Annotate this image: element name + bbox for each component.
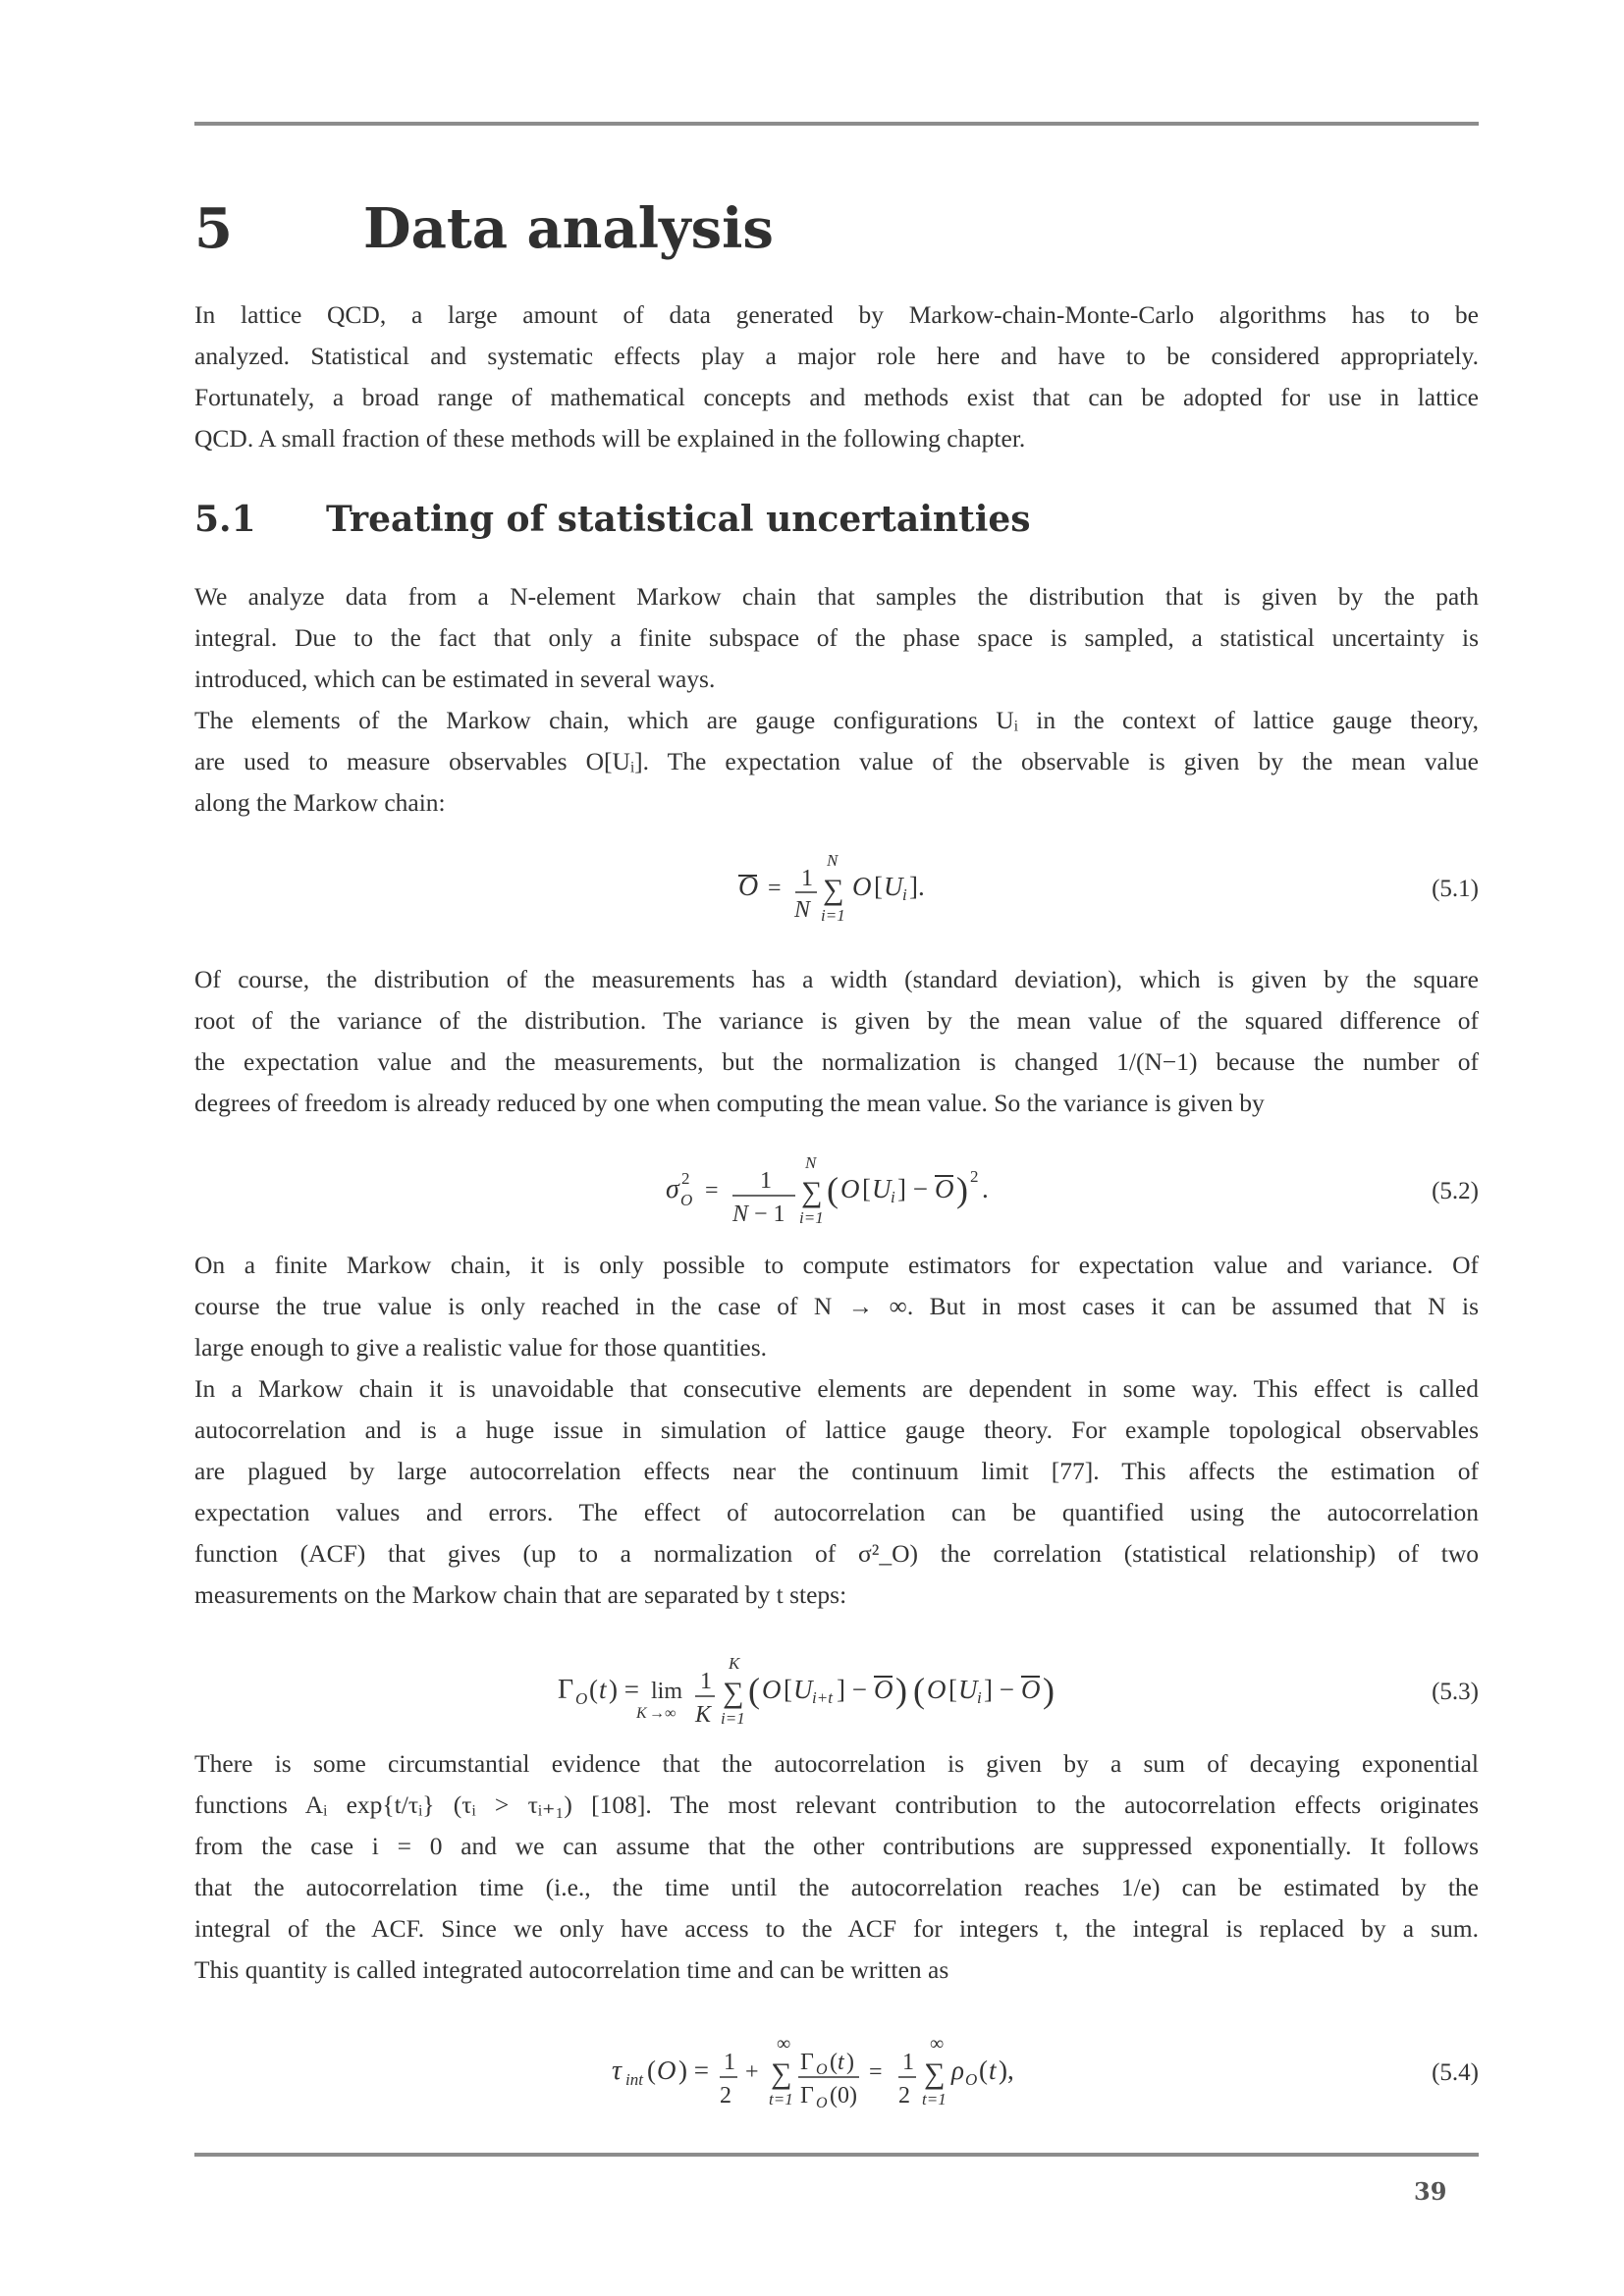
text-line: This quantity is called integrated autocorrelation time and can be written as	[194, 1955, 949, 1984]
svg-text:t: t	[838, 2050, 844, 2075]
svg-text:lim: lim	[651, 1679, 683, 1704]
svg-text:τ: τ	[612, 2056, 623, 2086]
svg-text:1: 1	[724, 2050, 735, 2075]
text-line: Of course, the distribution of the measurements has a width (standard deviation), which is given by the square	[194, 965, 1479, 993]
equation-5-4-formula	[612, 2028, 1299, 2110]
equation-label: (5.4)	[1432, 2059, 1479, 2086]
chapter-heading	[194, 196, 774, 261]
equation-5-1-formula	[725, 846, 1137, 925]
text-line: introduced, which can be estimated in several ways.	[194, 665, 716, 693]
svg-text:i=1: i=1	[799, 1208, 824, 1227]
svg-text:∞: ∞	[777, 2033, 791, 2055]
svg-text:(: (	[748, 1671, 760, 1710]
equation-label: (5.1)	[1432, 876, 1479, 902]
svg-text:ρ: ρ	[951, 2056, 964, 2085]
svg-text:1: 1	[801, 866, 813, 891]
svg-text:Γ: Γ	[800, 2050, 814, 2075]
svg-text:[: [	[862, 1174, 871, 1203]
svg-text:] −: ] −	[984, 1675, 1014, 1704]
text-line: We analyze data from a N-element Markow chain that samples the distribution that is given by the path	[194, 582, 1479, 611]
svg-text:t=1: t=1	[922, 2090, 947, 2109]
svg-text:O: O	[965, 2070, 978, 2089]
text-line: are plagued by large autocorrelation effects near the continuum limit [77]. This affects the estimation of	[194, 1457, 1479, 1485]
svg-text:i: i	[977, 1688, 982, 1707]
section-title: Treating of statistical uncertainties	[326, 499, 1031, 540]
svg-text:O: O	[762, 1675, 782, 1704]
text-line: The elements of the Markow chain, which are gauge configurations Uᵢ in the context of lattice gauge theory,	[194, 706, 1479, 734]
svg-text:): )	[956, 1170, 968, 1209]
svg-text:O: O	[575, 1689, 588, 1708]
paragraph-3	[194, 1245, 1479, 1616]
svg-text:(: (	[647, 2056, 656, 2085]
svg-text:N: N	[794, 897, 811, 923]
equation-5-3	[194, 1647, 1479, 1730]
page-number: 39	[1414, 2177, 1447, 2206]
text-line: QCD. A small fraction of these methods will be explained in the following chapter.	[194, 424, 1026, 453]
svg-text:∑: ∑	[801, 1176, 823, 1208]
svg-text:O: O	[1021, 1675, 1041, 1704]
svg-text:O: O	[840, 1174, 860, 1203]
svg-text:O: O	[657, 2056, 677, 2085]
chapter-number: 5	[194, 196, 233, 261]
svg-text:t: t	[599, 1675, 607, 1704]
svg-text:O: O	[935, 1174, 954, 1203]
svg-text:∑: ∑	[823, 874, 844, 906]
svg-text:σ: σ	[666, 1174, 679, 1204]
text-line: large enough to give a realistic value for those quantities.	[194, 1333, 768, 1362]
svg-text:] −: ] −	[837, 1675, 867, 1704]
svg-text:) =: ) =	[678, 2056, 709, 2085]
svg-text:Γ: Γ	[800, 2083, 814, 2109]
svg-text:),: ),	[999, 2056, 1014, 2085]
header-rule	[194, 122, 1479, 126]
svg-text:K: K	[636, 1705, 647, 1722]
text-line: degrees of freedom is already reduced by one when computing the mean value. So the variance is given by	[194, 1089, 1265, 1117]
svg-text:(0): (0)	[830, 2083, 857, 2109]
svg-text:): )	[846, 2050, 854, 2075]
svg-text:): )	[895, 1671, 907, 1710]
text-line: In a Markow chain it is unavoidable that consecutive elements are dependent in some way. This effect is called	[194, 1374, 1479, 1403]
footer-rule	[194, 2153, 1479, 2157]
svg-text:[: [	[874, 872, 883, 901]
equation-5-1	[194, 846, 1479, 925]
svg-text:O: O	[816, 2061, 828, 2078]
svg-text:∞: ∞	[930, 2033, 945, 2055]
svg-text:+: +	[745, 2059, 759, 2085]
text-line: analyzed. Statistical and systematic effects play a major role here and have to be considered appropriately.	[194, 342, 1479, 370]
svg-text:1: 1	[902, 2050, 914, 2075]
text-line: course the true value is only reached in the case of N → ∞. But in most cases it can be assumed that N is	[194, 1292, 1479, 1320]
svg-text:K: K	[729, 1654, 740, 1673]
text-line: functions Aᵢ exp{t/τᵢ} (τᵢ > τᵢ₊₁) [108]. The most relevant contribution to the autocorrelation effects originates	[194, 1790, 1479, 1819]
svg-text:t=1: t=1	[769, 2090, 793, 2109]
text-line: function (ACF) that gives (up to a normalization of σ²_O) the correlation (statistical relationship) of two	[194, 1539, 1479, 1568]
svg-text:int: int	[625, 2070, 643, 2089]
equation-5-2	[194, 1147, 1479, 1229]
text-line: the expectation value and the measurements, but the normalization is changed 1/(N−1) because the number of	[194, 1047, 1479, 1076]
svg-text:Γ: Γ	[558, 1675, 574, 1705]
svg-text:t: t	[989, 2056, 997, 2085]
text-line: In lattice QCD, a large amount of data generated by Markow-chain-Monte-Carlo algorithms has to be	[194, 300, 1479, 329]
svg-text:O: O	[816, 2095, 828, 2110]
svg-text:→∞: →∞	[649, 1705, 677, 1722]
text-line: from the case i = 0 and we can assume that the other contributions are suppressed exponentially. It follows	[194, 1832, 1479, 1860]
svg-text:[: [	[948, 1675, 957, 1704]
text-line: that the autocorrelation time (i.e., the time until the autocorrelation reaches 1/e) can be estimated by the	[194, 1873, 1479, 1901]
svg-text:1: 1	[760, 1168, 772, 1194]
svg-text:2: 2	[720, 2083, 731, 2109]
svg-text:1: 1	[700, 1669, 712, 1694]
svg-text:(: (	[979, 2056, 988, 2085]
equation-5-2-formula	[656, 1147, 1206, 1229]
svg-text:∑: ∑	[723, 1677, 744, 1709]
text-line: along the Markow chain:	[194, 788, 446, 817]
svg-text:O: O	[738, 872, 759, 902]
svg-text:U: U	[872, 1174, 892, 1203]
text-line: measurements on the Markow chain that are separated by t steps:	[194, 1580, 847, 1609]
text-line: integral. Due to the fact that only a finite subspace of the phase space is sampled, a statistical uncertainty is	[194, 623, 1479, 652]
svg-text:2: 2	[681, 1169, 690, 1188]
text-line: Fortunately, a broad range of mathematical concepts and methods exist that can be adopted for use in lattice	[194, 383, 1479, 411]
svg-text:) =: ) =	[609, 1675, 639, 1704]
paragraph-4	[194, 1743, 1479, 1991]
svg-text:U: U	[958, 1675, 978, 1704]
paragraph-1	[194, 576, 1479, 824]
text-line: autocorrelation and is a huge issue in simulation of lattice gauge theory. For example topological observables	[194, 1415, 1479, 1444]
svg-text:O: O	[680, 1191, 693, 1209]
svg-text:U: U	[884, 872, 903, 901]
intro-paragraph	[194, 294, 1479, 459]
equation-5-4	[194, 2028, 1479, 2110]
svg-text:(: (	[827, 1170, 839, 1209]
equation-label: (5.3)	[1432, 1679, 1479, 1705]
svg-text:i=1: i=1	[821, 906, 845, 925]
chapter-title: Data analysis	[363, 196, 774, 261]
svg-text:O: O	[874, 1675, 893, 1704]
svg-text:∑: ∑	[771, 2057, 792, 2090]
svg-text:=: =	[869, 2059, 883, 2085]
svg-text:(: (	[589, 1675, 598, 1704]
svg-text:=: =	[705, 1178, 719, 1203]
text-line: root of the variance of the distribution. The variance is given by the mean value of the squared difference of	[194, 1006, 1479, 1035]
svg-text:[: [	[784, 1675, 792, 1704]
svg-text:∑: ∑	[924, 2057, 946, 2090]
svg-text:.: .	[982, 1174, 989, 1203]
svg-text:2: 2	[898, 2083, 910, 2109]
svg-text:i=1: i=1	[721, 1709, 745, 1728]
svg-text:): )	[1043, 1671, 1055, 1710]
svg-text:] −: ] −	[897, 1174, 928, 1203]
svg-text:N: N	[805, 1153, 817, 1172]
paragraph-2	[194, 959, 1479, 1124]
equation-label: (5.2)	[1432, 1178, 1479, 1204]
equation-5-3-formula	[558, 1647, 1324, 1730]
svg-text:].: ].	[909, 872, 925, 901]
text-line: are used to measure observables O[Uᵢ]. The expectation value of the observable is given by the mean value	[194, 747, 1479, 775]
svg-text:U: U	[793, 1675, 813, 1704]
text-line: On a finite Markow chain, it is only possible to compute estimators for expectation value and variance. Of	[194, 1251, 1479, 1279]
svg-text:(: (	[830, 2050, 838, 2075]
svg-text:i: i	[902, 885, 907, 904]
svg-text:(: (	[913, 1671, 925, 1710]
section-number: 5.1	[194, 499, 256, 540]
svg-text:K: K	[695, 1702, 712, 1728]
svg-text:O: O	[852, 872, 872, 901]
svg-text:=: =	[768, 876, 782, 901]
section-heading	[194, 499, 1031, 540]
svg-text:2: 2	[970, 1167, 979, 1186]
svg-text:i+t: i+t	[812, 1688, 833, 1707]
svg-text:N: N	[732, 1201, 749, 1227]
text-line: integral of the ACF. Since we only have access to the ACF for integers t, the integral is replaced by a sum.	[194, 1914, 1479, 1943]
text-line: expectation values and errors. The effect of autocorrelation can be quantified using the autocorrelation	[194, 1498, 1479, 1526]
svg-text:N: N	[827, 851, 839, 870]
svg-text:O: O	[927, 1675, 947, 1704]
text-line: There is some circumstantial evidence that the autocorrelation is given by a sum of decaying exponential	[194, 1749, 1479, 1778]
svg-text:− 1: − 1	[754, 1201, 785, 1227]
svg-text:i: i	[891, 1188, 895, 1206]
